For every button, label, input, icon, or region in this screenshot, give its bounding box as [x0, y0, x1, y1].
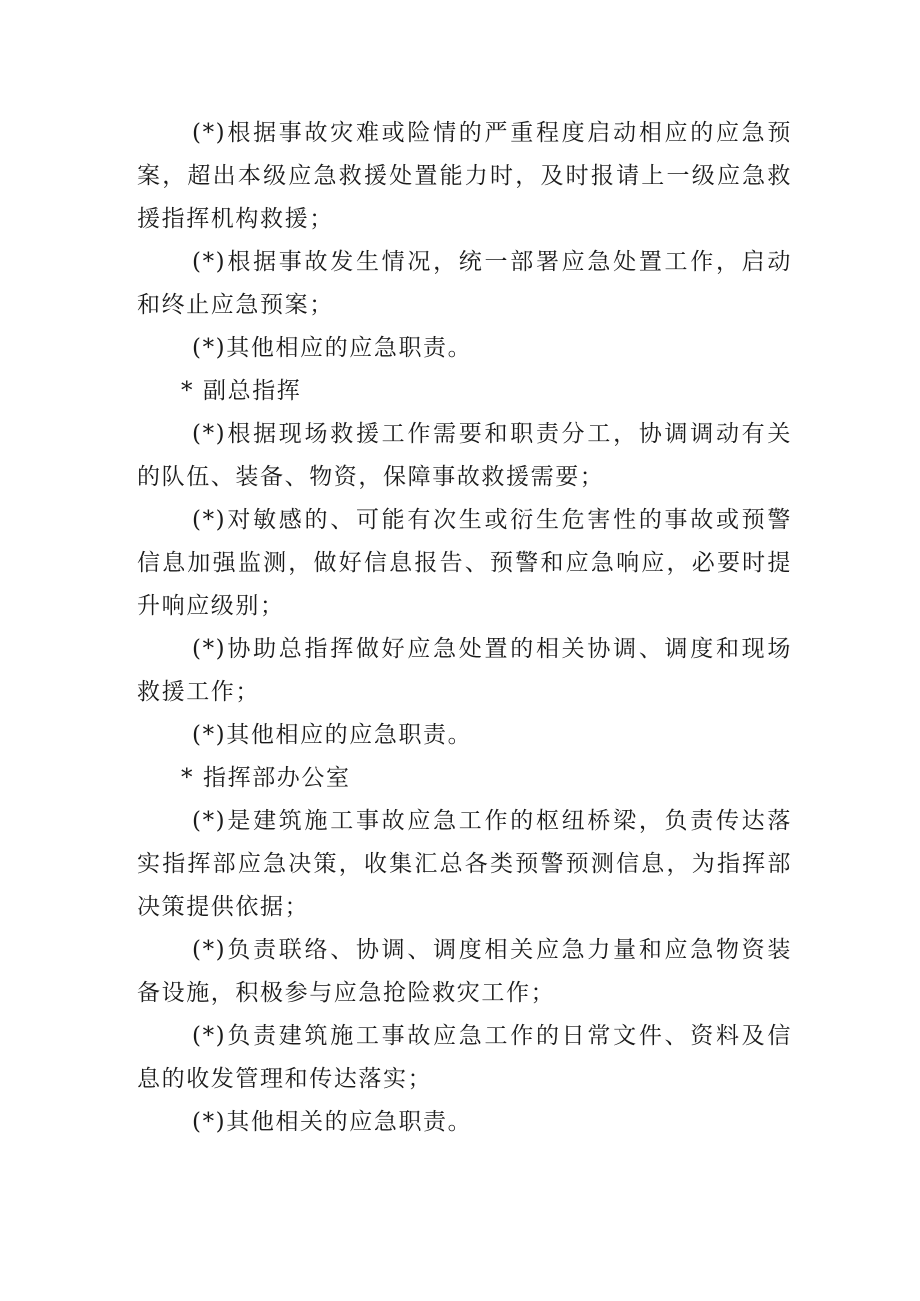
- document-body: [137, 112, 792, 1144]
- paragraph: (*)是建筑施工事故应急工作的枢纽桥梁，负责传达落实指挥部应急决策，收集汇总各类预警预测信息，为指挥部决策提供依据；: [137, 808, 792, 920]
- paragraph: (*)负责建筑施工事故应急工作的日常文件、资料及信息的收发管理和传达落实；: [137, 1023, 792, 1092]
- paragraph: (*)负责联络、协调、调度相关应急力量和应急物资装备设施，积极参与应急抢险救灾工作；: [137, 937, 792, 1006]
- section-heading: * 指挥部办公室: [181, 765, 351, 791]
- paragraph: (*)协助总指挥做好应急处置的相关协调、调度和现场救援工作；: [137, 636, 792, 705]
- paragraph: (*)其他相应的应急职责。: [192, 722, 473, 748]
- section-heading: * 副总指挥: [181, 378, 302, 404]
- paragraph: (*)其他相关的应急职责。: [192, 1109, 473, 1135]
- paragraph: (*)根据现场救援工作需要和职责分工，协调调动有关的队伍、装备、物资，保障事故救援需要；: [137, 421, 792, 490]
- paragraph: (*)其他相应的应急职责。: [192, 335, 473, 361]
- paragraph: (*)根据事故发生情况，统一部署应急处置工作，启动和终止应急预案；: [137, 249, 792, 318]
- paragraph: (*)对敏感的、可能有次生或衍生危害性的事故或预警信息加强监测，做好信息报告、预警和应急响应，必要时提升响应级别；: [137, 507, 792, 619]
- paragraph: (*)根据事故灾难或险情的严重程度启动相应的应急预案，超出本级应急救援处置能力时，及时报请上一级应急救援指挥机构救援；: [137, 120, 792, 232]
